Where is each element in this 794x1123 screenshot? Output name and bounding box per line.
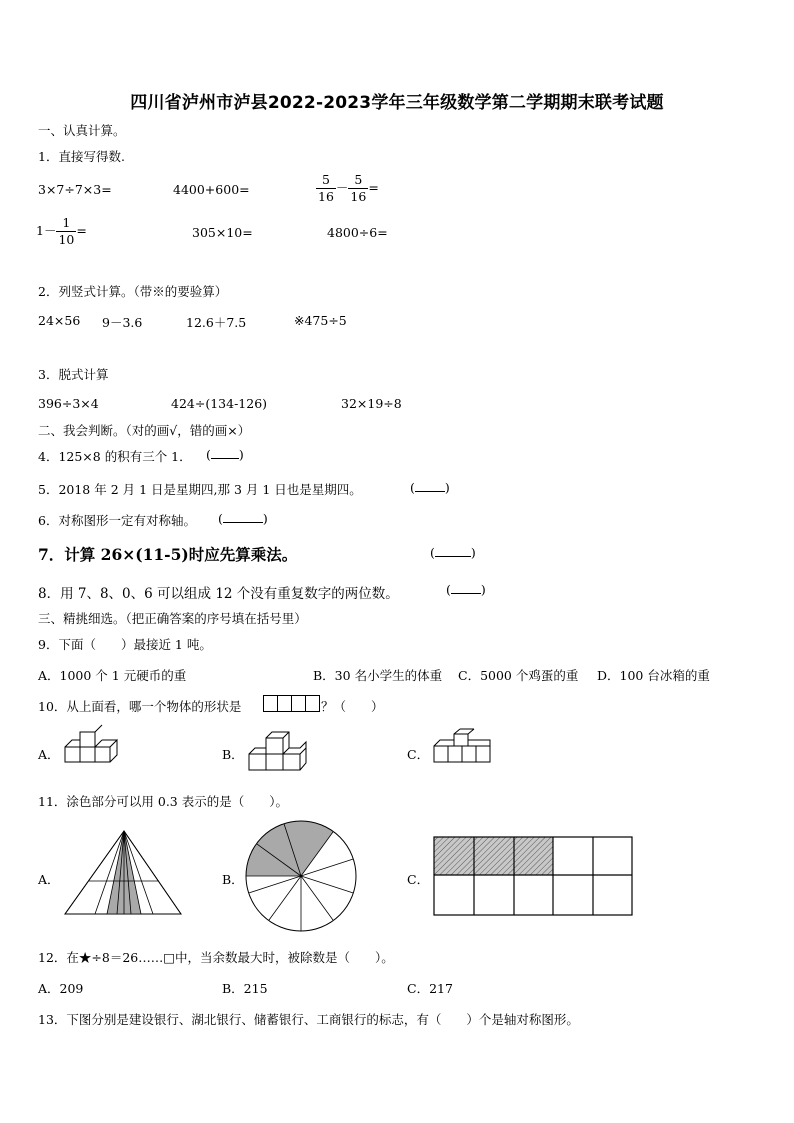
q1-c-num2: 5 — [348, 172, 368, 189]
page-title: 四川省泸州市泸县2022-2023学年三年级数学第二学期期末联考试题 — [130, 93, 664, 113]
q3-b: 424÷(134-126) — [171, 396, 268, 411]
q1-d-den: 10 — [58, 232, 75, 247]
q12-option-b[interactable]: B．215 — [222, 981, 268, 996]
q12-option-c[interactable]: C．217 — [407, 981, 453, 996]
q1-c-eq: = — [368, 180, 379, 195]
section3-heading: 三、精挑细选。（把正确答案的序号填在括号里） — [38, 611, 307, 626]
q1-d-num: 1 — [56, 215, 76, 232]
q11-option-c[interactable]: C． — [407, 872, 430, 887]
q1-c — [316, 172, 379, 205]
q1-a: 3×7÷7×3= — [38, 182, 112, 197]
q10-tail: ？（ ） — [321, 699, 384, 714]
q11-option-a[interactable]: A． — [38, 872, 60, 887]
q8-text: 8．用 7、8、0、6 可以组成 12 个没有重复数字的两位数。 — [38, 586, 399, 602]
q4-paren-right: ) — [238, 447, 244, 462]
q1-b: 4400+600= — [173, 182, 250, 197]
q9-option-b[interactable]: B．30 名小学生的体重 — [313, 668, 443, 683]
q9-option-d[interactable]: D．100 台冰箱的重 — [597, 668, 710, 683]
q1-c-num1: 5 — [316, 172, 336, 189]
q13-text: 13．下图分别是建设银行、湖北银行、储蓄银行、工商银行的标志，有（ ）个是轴对称图形。 — [38, 1012, 579, 1027]
q3-a: 396÷3×4 — [38, 396, 99, 411]
q3-label: 3．脱式计算 — [38, 367, 109, 382]
q12-option-a[interactable]: A．209 — [38, 981, 84, 996]
q6-paren-right: ) — [262, 511, 268, 526]
q6-paren-left: ( — [218, 511, 223, 526]
q7-paren-left: ( — [430, 545, 435, 560]
q11-text: 11．涂色部分可以用 0.3 表示的是（ ）。 — [38, 794, 288, 809]
q9-option-c[interactable]: C．5000 个鸡蛋的重 — [458, 668, 579, 683]
q3-c: 32×19÷8 — [341, 396, 402, 411]
q10-top-view-shape — [263, 695, 321, 713]
q4-text: 4．125×8 的积有三个 1． — [38, 449, 192, 464]
q1-d-pre: 1－ — [36, 223, 57, 238]
q2-a: 24×56 — [38, 313, 81, 328]
q1-c-den1: 16 — [318, 189, 334, 204]
q4-answer-paren[interactable] — [206, 447, 244, 462]
q10-option-c[interactable]: C． — [407, 747, 430, 762]
q4-paren-left: ( — [206, 447, 211, 462]
q7-answer-paren[interactable] — [430, 545, 476, 560]
q9-text: 9．下面（ ）最接近 1 吨。 — [38, 637, 212, 652]
q10-cube-figure-c — [431, 733, 497, 767]
q5-answer-paren[interactable] — [410, 480, 450, 495]
q2-label: 2．列竖式计算。（带※的要验算） — [38, 284, 228, 299]
section2-heading: 二、我会判断。（对的画√，错的画×） — [38, 423, 251, 438]
section1-heading: 一、认真计算。 — [38, 123, 126, 138]
q9-option-a[interactable]: A．1000 个 1 元硬币的重 — [38, 668, 187, 683]
q5-paren-left: ( — [410, 480, 415, 495]
q11-circle-figure — [246, 820, 358, 932]
q5-text: 5．2018 年 2 月 1 日是星期四,那 3 月 1 日也是星期四。 — [38, 482, 362, 497]
q8-paren-left: ( — [446, 582, 451, 597]
q11-triangle-figure — [64, 830, 184, 916]
q7-paren-right: ) — [470, 545, 476, 560]
q8-paren-right: ) — [480, 582, 486, 597]
q10-cube-figure-b — [246, 728, 308, 772]
q11-option-b[interactable]: B． — [222, 872, 244, 887]
q5-paren-right: ) — [444, 480, 450, 495]
q1-label: 1．直接写得数. — [38, 149, 125, 164]
q10-option-b[interactable]: B． — [222, 747, 244, 762]
q1-d-eq: = — [76, 223, 87, 238]
q10-option-a[interactable]: A． — [38, 747, 60, 762]
q6-text: 6．对称图形一定有对称轴。 — [38, 513, 196, 528]
q1-c-op: － — [335, 180, 349, 195]
q8-answer-paren[interactable] — [446, 582, 486, 597]
q10-cube-figure-a — [62, 734, 122, 768]
q1-f: 4800÷6= — [327, 225, 388, 240]
q12-text: 12．在★÷8＝26……□中，当余数最大时，被除数是（ ）。 — [38, 950, 394, 965]
q1-d — [36, 215, 87, 248]
q1-c-den2: 16 — [350, 189, 367, 204]
q6-answer-paren[interactable] — [218, 511, 268, 526]
q11-grid-figure — [433, 836, 635, 918]
q2-d: ※475÷5 — [294, 313, 347, 328]
q1-e: 305×10= — [192, 225, 253, 240]
q2-c: 12.6＋7.5 — [186, 315, 247, 330]
q7-text: 7．计算 26×(11-5)时应先算乘法。 — [38, 545, 298, 564]
q10-text: 10．从上面看，哪一个物体的形状是 — [38, 699, 242, 714]
q2-b: 9－3.6 — [102, 315, 143, 330]
